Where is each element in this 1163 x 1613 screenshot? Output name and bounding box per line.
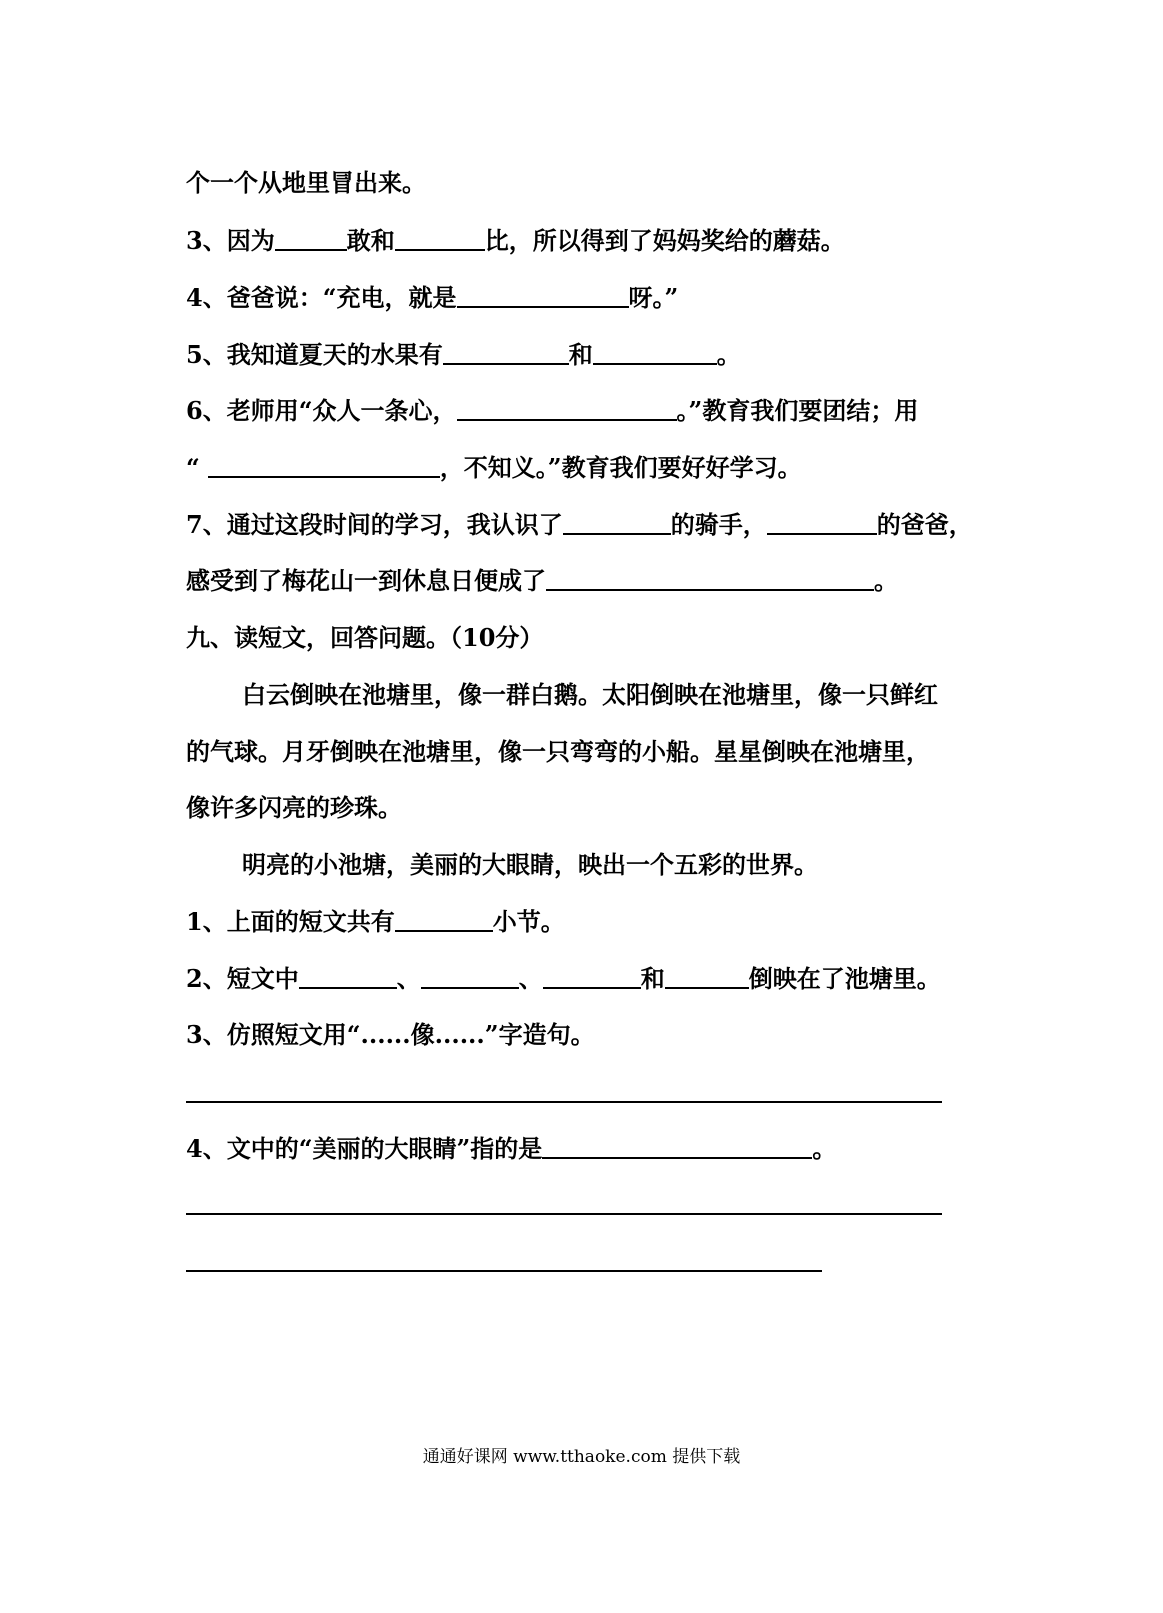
passage-line: 像许多闪亮的珍珠。 [186, 793, 402, 822]
fill-blank[interactable] [593, 341, 717, 365]
fill-blank[interactable] [299, 965, 397, 989]
question-6: 6、老师用“众人一条心， 。”教育我们要团结；用 [186, 396, 919, 425]
reading-question-1: 1、上面的短文共有 小节。 [186, 907, 565, 936]
answer-line[interactable] [186, 1270, 822, 1272]
text-line: 个一个从地里冒出来。 [186, 168, 426, 197]
fill-blank[interactable] [563, 511, 671, 535]
fill-blank[interactable] [275, 227, 347, 251]
fill-blank[interactable] [767, 511, 877, 535]
fill-blank[interactable] [546, 567, 874, 591]
fill-blank[interactable] [665, 965, 749, 989]
passage-line: 白云倒映在池塘里，像一群白鹅。太阳倒映在池塘里，像一只鲜红 [242, 680, 938, 709]
fill-blank[interactable] [421, 965, 519, 989]
passage-line: 的气球。月牙倒映在池塘里，像一只弯弯的小船。星星倒映在池塘里， [186, 737, 930, 766]
passage-line: 明亮的小池塘，美丽的大眼睛，映出一个五彩的世界。 [242, 850, 818, 879]
answer-line[interactable] [186, 1213, 942, 1215]
fill-blank[interactable] [443, 341, 569, 365]
question-6-cont: “ ，不知义。”教育我们要好好学习。 [186, 453, 802, 482]
answer-line[interactable] [186, 1101, 942, 1103]
question-5: 5、我知道夏天的水果有 和 。 [186, 340, 741, 369]
question-4: 4、爸爸说：“充电，就是 呀。” [186, 283, 679, 312]
question-3: 3、因为 敢和 比，所以得到了妈妈奖给的蘑菇。 [186, 226, 845, 255]
section-9-heading: 九、读短文，回答问题。（10分） [186, 623, 544, 652]
question-7-cont: 感受到了梅花山一到休息日便成了 。 [186, 566, 898, 595]
reading-question-3: 3、仿照短文用“......像......”字造句。 [186, 1020, 595, 1049]
fill-blank[interactable] [542, 1135, 812, 1159]
fill-blank[interactable] [395, 227, 485, 251]
fill-blank[interactable] [457, 397, 677, 421]
fill-blank[interactable] [457, 284, 629, 308]
question-7: 7、通过这段时间的学习，我认识了 的骑手， 的爸爸， [186, 510, 973, 539]
fill-blank[interactable] [395, 908, 493, 932]
fill-blank[interactable] [543, 965, 641, 989]
fill-blank[interactable] [208, 454, 440, 478]
page-footer: 通通好课网 www.tthaoke.com 提供下载 [422, 1447, 741, 1467]
reading-question-4: 4、文中的“美丽的大眼睛”指的是 。 [186, 1134, 837, 1163]
reading-question-2: 2、短文中 、 、 和 倒映在了池塘里。 [186, 964, 941, 993]
